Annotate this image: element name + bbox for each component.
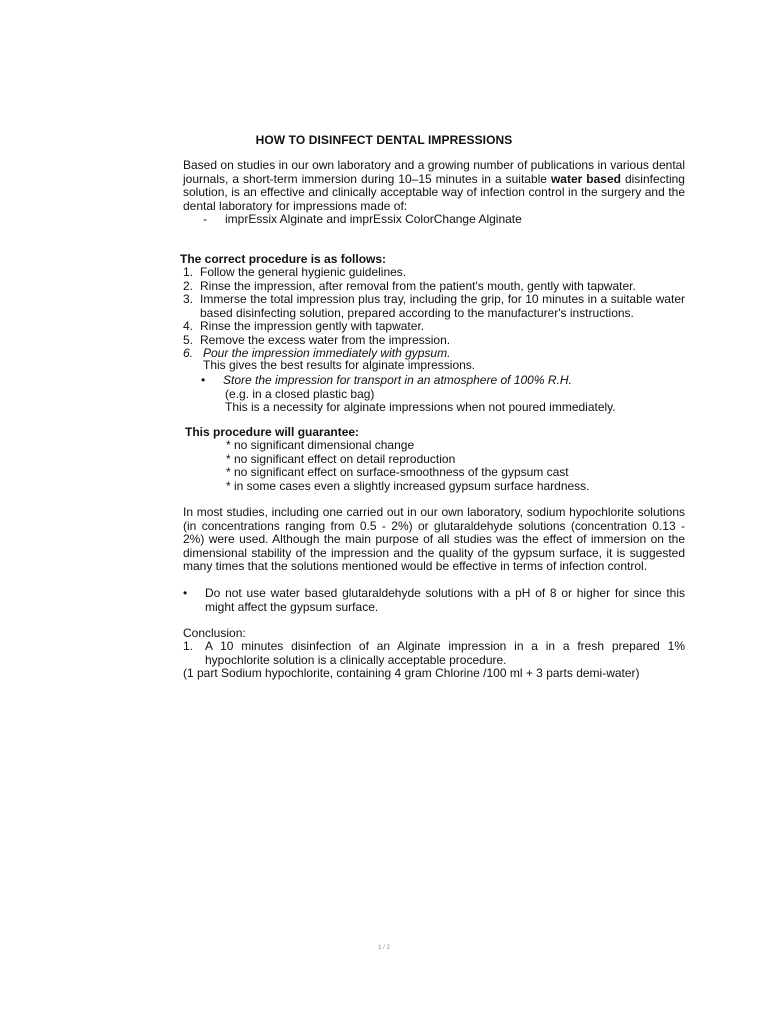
procedure-steps bbox=[183, 266, 685, 361]
product-line bbox=[203, 213, 683, 227]
store-note: This is a necessity for alginate impressions when not poured immediately. bbox=[225, 400, 616, 414]
studies-paragraph: In most studies, including one carried out in our own laboratory, sodium hypochlorite solutions (in concentrations ranging from 0.5 - 2%) or glutaraldehyde solutions (concentration 0.13 - 2%) were used. Although the main purpose of all studies was the effect of immersion on the dimensional stability of the impression and the quality of the gypsum surface, it is suggested many times that the solutions mentioned would be effective in terms of infection control. bbox=[183, 505, 685, 573]
guarantee-list bbox=[226, 439, 666, 493]
store-note: (e.g. in a closed plastic bag) bbox=[225, 386, 375, 401]
intro-paragraph bbox=[183, 159, 685, 213]
procedure-step: 6. Pour the impression immediately with gypsum. bbox=[183, 346, 451, 360]
product-name: imprEssix Alginate and imprEssix ColorChange Alginate bbox=[225, 212, 522, 226]
page-title: HOW TO DISINFECT DENTAL IMPRESSIONS bbox=[255, 133, 513, 147]
step6-note: This gives the best results for alginate impressions. bbox=[203, 358, 476, 372]
procedure-step: 4. Rinse the impression gently with tapwater. bbox=[183, 319, 425, 333]
conclusion-heading: Conclusion: bbox=[183, 626, 246, 640]
product-dash: - bbox=[203, 212, 207, 226]
conclusion-item bbox=[183, 640, 685, 667]
bullet-icon: • bbox=[183, 586, 188, 600]
bullet-icon: • bbox=[201, 373, 206, 387]
intro-text-part1: Based on studies in our own laboratory and a growing number of publications in various dental journals, a short-term immersion during 10–15 minutes in a suitable bbox=[183, 158, 685, 186]
guarantee-item: * no significant effect on surface-smoothness of the gypsum cast bbox=[226, 465, 569, 479]
guarantee-item: * no significant dimensional change bbox=[226, 438, 415, 452]
conclusion-text: A 10 minutes disinfection of an Alginate impression in a in a fresh prepared 1% hypochlorite solution is a clinically acceptable procedure. bbox=[205, 639, 685, 667]
procedure-step: 2. Rinse the impression, after removal from the patient's mouth, gently with tapwater. bbox=[183, 278, 636, 293]
store-bullet bbox=[201, 374, 671, 415]
procedure-step: 3. Immerse the total impression plus tray, including the grip, for 10 minutes in a suitable water based disinfecting solution, prepared according to the manufacturer's instructions. bbox=[183, 292, 685, 320]
conclusion-note: (1 part Sodium hypochlorite, containing 4 gram Chlorine /100 ml + 3 parts demi-water) bbox=[183, 666, 640, 680]
page-number: 1 / 2 bbox=[378, 945, 390, 951]
procedure-step: 1. Follow the general hygienic guidelines. bbox=[183, 265, 407, 279]
warning-text: Do not use water based glutaraldehyde solutions with a pH of 8 or higher for since this might affect the gypsum surface. bbox=[205, 586, 685, 614]
intro-text-part2: disinfecting solution, is an effective and clinically acceptable way of infection control in the surgery and the dental laboratory for impressions made of: bbox=[183, 171, 685, 213]
store-text: Store the impression for transport in an atmosphere of 100% R.H. bbox=[223, 373, 572, 387]
guarantee-item: * in some cases even a slightly increased gypsum surface hardness. bbox=[226, 478, 590, 493]
conclusion-number: 1. bbox=[183, 639, 194, 653]
guarantee-heading: This procedure will guarantee: bbox=[185, 425, 360, 439]
guarantee-item: * no significant effect on detail reproduction bbox=[226, 451, 456, 466]
warning-bullet bbox=[183, 587, 685, 614]
procedure-heading: The correct procedure is as follows: bbox=[180, 252, 387, 266]
intro-bold-text: water based bbox=[550, 171, 621, 186]
procedure-step: 5. Remove the excess water from the impression. bbox=[183, 332, 451, 347]
